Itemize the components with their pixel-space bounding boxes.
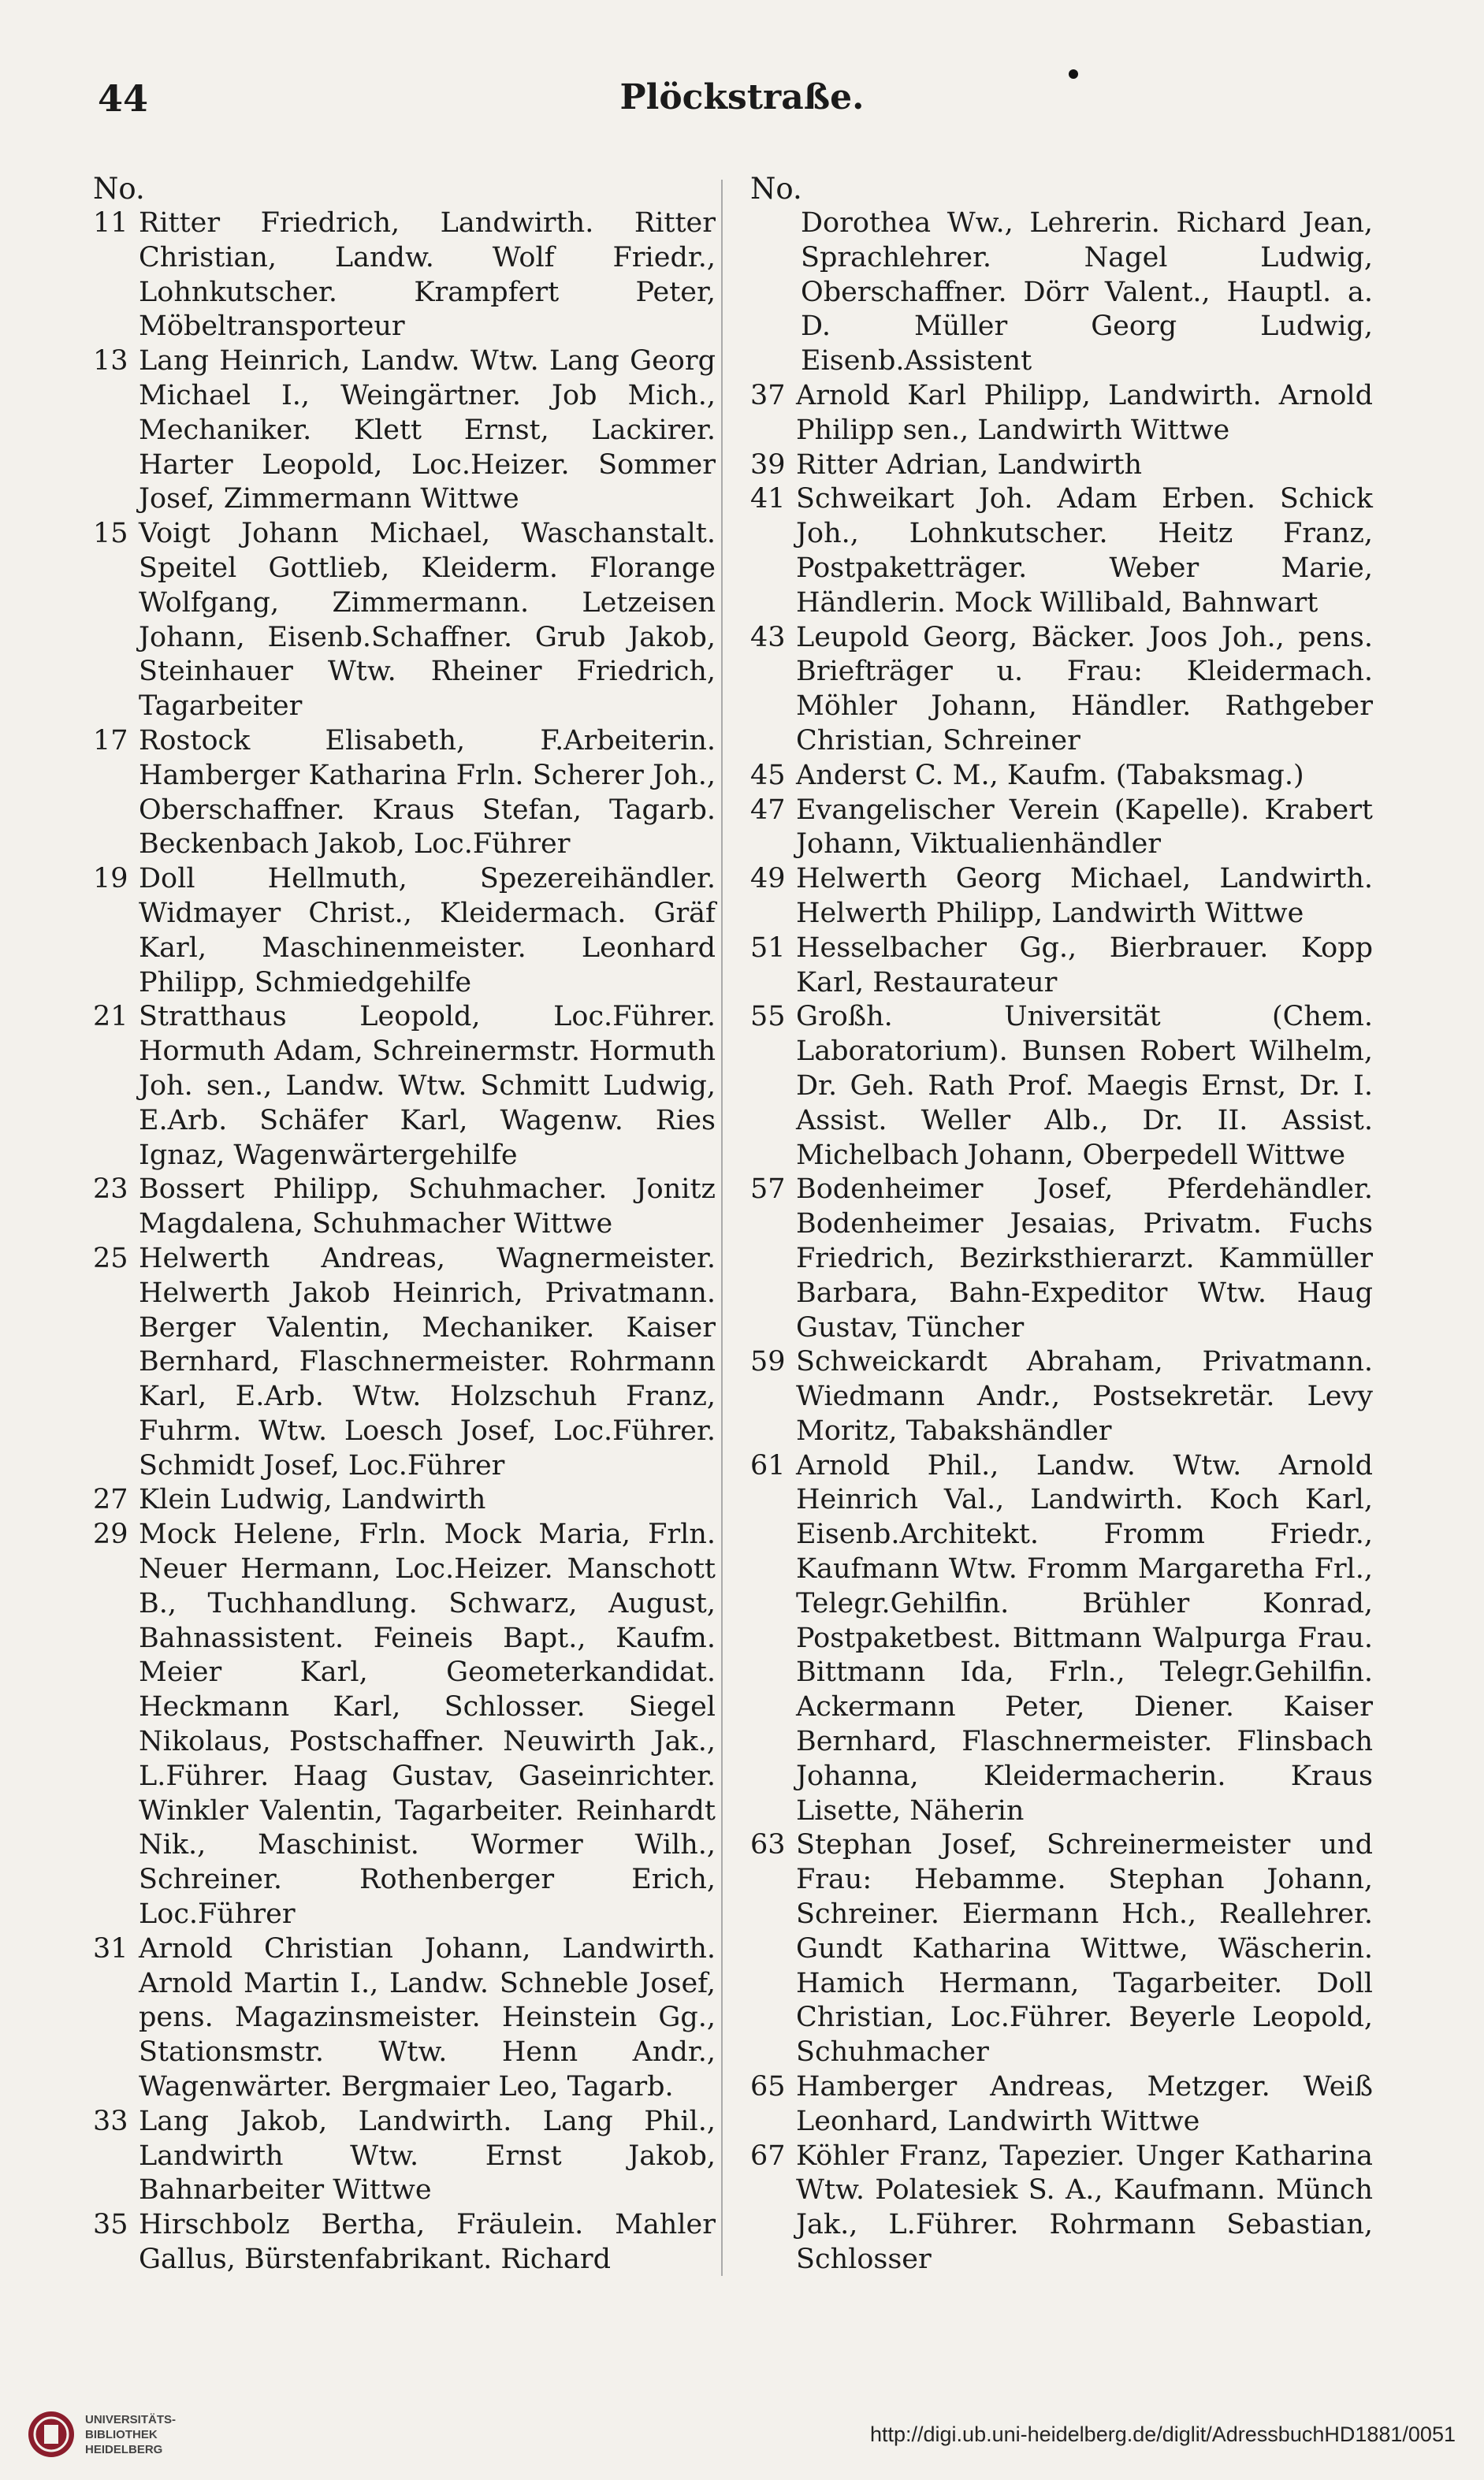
address-entry: [750, 1000, 1373, 1173]
house-number: 29: [93, 1519, 128, 1551]
right-entries: [750, 206, 1373, 2277]
address-entry: [750, 621, 1373, 759]
house-number: 25: [93, 1242, 128, 1274]
house-number: 57: [750, 1173, 786, 1206]
house-number: 31: [93, 1932, 128, 1965]
resident-list: Stephan Josef, Schreinermeister und Frau: Hebamme. Stephan Johann, Schreiner. Eiermann Hch., Reallehrer. Gundt Katharina Wittwe, Wäscherin. Hamich Hermann, Tagarbeiter. Doll Christian, Loc.Führer. Beyerle Leopold, Schuhmacher: [796, 1829, 1373, 2069]
house-number: 13: [93, 345, 128, 377]
column-divider: [721, 180, 723, 2276]
address-entry: [93, 1242, 716, 1484]
house-number: 59: [750, 1346, 786, 1378]
house-number: 23: [93, 1173, 128, 1206]
house-number: 43: [750, 621, 786, 653]
resident-list: Doll Hellmuth, Spezereihändler. Widmayer Christ., Kleidermach. Gräf Karl, Maschinenmeister. Leonhard Philipp, Schmiedgehilfe: [139, 863, 716, 998]
address-entry: [93, 1483, 716, 1518]
house-number: 21: [93, 1001, 128, 1033]
address-entry: [750, 2070, 1373, 2140]
column-no-label: No.: [750, 172, 802, 206]
house-number: 11: [93, 207, 128, 239]
resident-list: Arnold Karl Philipp, Landwirth. Arnold Philipp sen., Landwirth Wittwe: [796, 379, 1373, 446]
address-entry: [750, 1449, 1373, 1829]
resident-list: Hesselbacher Gg., Bierbrauer. Kopp Karl, Restaurateur: [796, 931, 1373, 998]
column-no-label: No.: [93, 172, 145, 206]
resident-list: Hamberger Andreas, Metzger. Weiß Leonhard, Landwirth Wittwe: [796, 2071, 1373, 2137]
resident-list: Bossert Philipp, Schuhmacher. Jonitz Magdalena, Schuhmacher Wittwe: [139, 1173, 716, 1240]
resident-list: Anderst C. M., Kaufm. (Tabaksmag.): [796, 759, 1304, 791]
library-name-line: BIBLIOTHEK: [85, 2428, 158, 2441]
resident-list: Voigt Johann Michael, Waschanstalt. Speitel Gottlieb, Kleiderm. Florange Wolfgang, Zimmermann. Letzeisen Johann, Eisenb.Schaffner. Grub Jakob, Steinhauer Wtw. Rheiner Friedrich, Tagarbeiter: [139, 518, 716, 723]
library-name-line: UNIVERSITÄTS-: [85, 2413, 177, 2426]
house-number: 17: [93, 724, 128, 757]
resident-list: Helwerth Andreas, Wagnermeister. Helwerth Jakob Heinrich, Privatmann. Berger Valentin, Mechaniker. Kaiser Bernhard, Flaschnermeister. Rohrmann Karl, E.Arb. Wtw. Holzschuh Franz, Fuhrm. Wtw. Loesch Josef, Loc.Führer. Schmidt Josef, Loc.Führer: [139, 1242, 716, 1482]
address-entry: [93, 2208, 716, 2277]
house-number: 51: [750, 931, 786, 964]
left-entries: [93, 206, 716, 2277]
running-title: Plöckstraße.: [619, 77, 865, 117]
address-entry: [93, 517, 716, 724]
house-number: 63: [750, 1829, 786, 1861]
resident-list: Großh. Universität (Chem. Laboratorium). Bunsen Robert Wilhelm, Dr. Geh. Rath Prof. Maegis Ernst, Dr. I. Assist. Weller Alb., Dr. II. Assist. Michelbach Johann, Oberpedell Wittwe: [796, 1001, 1373, 1171]
address-entry: [93, 862, 716, 1000]
address-entry: [93, 1932, 716, 2105]
house-number: 45: [750, 759, 786, 791]
house-number: 33: [93, 2105, 128, 2137]
house-number: 41: [750, 483, 786, 515]
resident-list: Arnold Christian Johann, Landwirth. Arnold Martin I., Landw. Schneble Josef, pens. Magazinsmeister. Heinstein Gg., Stationsmstr. Wtw. Henn Andr., Wagenwärter. Bergmaier Leo, Tagarb.: [139, 1932, 716, 2103]
house-number: 61: [750, 1449, 786, 1482]
house-number: 65: [750, 2071, 786, 2103]
house-number: [750, 206, 796, 379]
address-entry: [750, 2140, 1373, 2277]
address-entry: [750, 379, 1373, 448]
address-entry: [750, 482, 1373, 620]
address-entry: [750, 794, 1373, 863]
resident-list: Arnold Phil., Landw. Wtw. Arnold Heinrich Val., Landwirth. Koch Karl, Eisenb.Architekt. Fromm Friedr., Kaufmann Wtw. Fromm Margaretha Frl., Telegr.Gehilfin. Brühler Konrad, Postpaketbest. Bittmann Walpurga Frau. Bittmann Ida, Frln., Telegr.Gehilfin. Ackermann Peter, Diener. Kaiser Bernhard, Flaschnermeister. Flinsbach Johanna, Kleidermacherin. Kraus Lisette, Näherin: [796, 1449, 1373, 1827]
ink-dot: [1069, 69, 1078, 79]
address-entry: [93, 724, 716, 862]
resident-list: Ritter Adrian, Landwirth: [796, 448, 1143, 481]
resident-list: Rostock Elisabeth, F.Arbeiterin. Hamberger Katharina Frln. Scherer Joh., Oberschaffner. Kraus Stefan, Tagarb. Beckenbach Jakob, Loc.Führer: [139, 724, 716, 861]
library-name-line: HEIDELBERG: [85, 2443, 163, 2456]
address-entry: [93, 344, 716, 517]
house-number: 15: [93, 518, 128, 550]
address-entry: [750, 1345, 1373, 1448]
address-entry: [93, 1518, 716, 1932]
page-footer: [0, 2388, 1484, 2480]
right-column: [750, 172, 1373, 2277]
house-number: 19: [93, 863, 128, 895]
library-name: [85, 2412, 176, 2457]
house-number: 55: [750, 1001, 786, 1033]
resident-list: Lang Heinrich, Landw. Wtw. Lang Georg Michael I., Weingärtner. Job Mich., Mechaniker. Klett Ernst, Lackirer. Harter Leopold, Loc.Heizer. Sommer Josef, Zimmermann Wittwe: [139, 345, 716, 515]
resident-list: Dorothea Ww., Lehrerin. Richard Jean, Sprachlehrer. Nagel Ludwig, Oberschaffner. Dörr Valent., Hauptl. a. D. Müller Georg Ludwig, Eisenb.Assistent: [801, 207, 1373, 377]
address-entry: [750, 931, 1373, 1001]
source-url[interactable]: http://digi.ub.uni-heidelberg.de/diglit/AdressbuchHD1881/0051: [869, 2422, 1456, 2446]
address-entry: [750, 862, 1373, 931]
left-column: [93, 172, 716, 2277]
resident-list: Stratthaus Leopold, Loc.Führer. Hormuth Adam, Schreinermstr. Hormuth Joh. sen., Landw. Wtw. Schmitt Ludwig, E.Arb. Schäfer Karl, Wagenw. Ries Ignaz, Wagenwärtergehilfe: [139, 1001, 716, 1171]
address-entry: [93, 1173, 716, 1242]
address-entry: [93, 1000, 716, 1173]
resident-list: Schweickardt Abraham, Privatmann. Wiedmann Andr., Postsekretär. Levy Moritz, Tabakshändler: [796, 1346, 1373, 1447]
resident-list: Helwerth Georg Michael, Landwirth. Helwerth Philipp, Landwirth Wittwe: [796, 863, 1373, 929]
resident-list: Bodenheimer Josef, Pferdehändler. Bodenheimer Jesaias, Privatm. Fuchs Friedrich, Bezirksthierarzt. Kammüller Barbara, Bahn-Expeditor Wtw. Haug Gustav, Tüncher: [796, 1173, 1373, 1344]
house-number: 35: [93, 2209, 128, 2241]
house-number: 67: [750, 2140, 786, 2172]
resident-list: Hirschbolz Bertha, Fräulein. Mahler Gallus, Bürstenfabrikant. Richard: [139, 2209, 716, 2276]
address-entry: [750, 759, 1373, 794]
page-header: [0, 77, 1484, 125]
resident-list: Lang Jakob, Landwirth. Lang Phil., Landwirth Wtw. Ernst Jakob, Bahnarbeiter Wittwe: [139, 2105, 716, 2207]
resident-list: Mock Helene, Frln. Mock Maria, Frln. Neuer Hermann, Loc.Heizer. Manschott B., Tuchhandlung. Schwarz, August, Bahnassistent. Feineis Bapt., Kaufm. Meier Karl, Geometerkandidat. Heckmann Karl, Schlosser. Siegel Nikolaus, Postschaffner. Neuwirth Jak., L.Führer. Haag Gustav, Gaseinrichter. Winkler Valentin, Tagarbeiter. Reinhardt Nik., Maschinist. Wormer Wilh., Schreiner. Rothenberger Erich, Loc.Führer: [139, 1519, 716, 1931]
address-entry: [750, 1828, 1373, 2070]
resident-list: Köhler Franz, Tapezier. Unger Katharina Wtw. Polatesiek S. A., Kaufmann. Münch Jak., L.Führer. Rohrmann Sebastian, Schlosser: [796, 2140, 1373, 2276]
address-entry: [93, 2105, 716, 2208]
house-number: 39: [750, 448, 786, 481]
address-entry: [93, 206, 716, 344]
resident-list: Ritter Friedrich, Landwirth. Ritter Christian, Landw. Wolf Friedr., Lohnkutscher. Krampfert Peter, Möbeltransporteur: [139, 207, 716, 343]
house-number: 47: [750, 794, 786, 826]
address-entry: [750, 206, 1373, 379]
resident-list: Schweikart Joh. Adam Erben. Schick Joh., Lohnkutscher. Heitz Franz, Postpaketträger. Weber Marie, Händlerin. Mock Willibald, Bahnwart: [796, 483, 1373, 619]
page-number: 44: [98, 77, 149, 120]
house-number: 49: [750, 863, 786, 895]
house-number: 27: [93, 1484, 128, 1516]
resident-list: Leupold Georg, Bäcker. Joos Joh., pens. Briefträger u. Frau: Kleidermach. Möhler Johann, Händler. Rathgeber Christian, Schreiner: [796, 621, 1373, 757]
address-entry: [750, 448, 1373, 483]
library-logo-icon: [27, 2410, 76, 2459]
house-number: 37: [750, 379, 786, 411]
address-entry: [750, 1173, 1373, 1345]
resident-list: Evangelischer Verein (Kapelle). Krabert Johann, Viktualienhändler: [796, 794, 1373, 861]
resident-list: Klein Ludwig, Landwirth: [139, 1484, 486, 1516]
